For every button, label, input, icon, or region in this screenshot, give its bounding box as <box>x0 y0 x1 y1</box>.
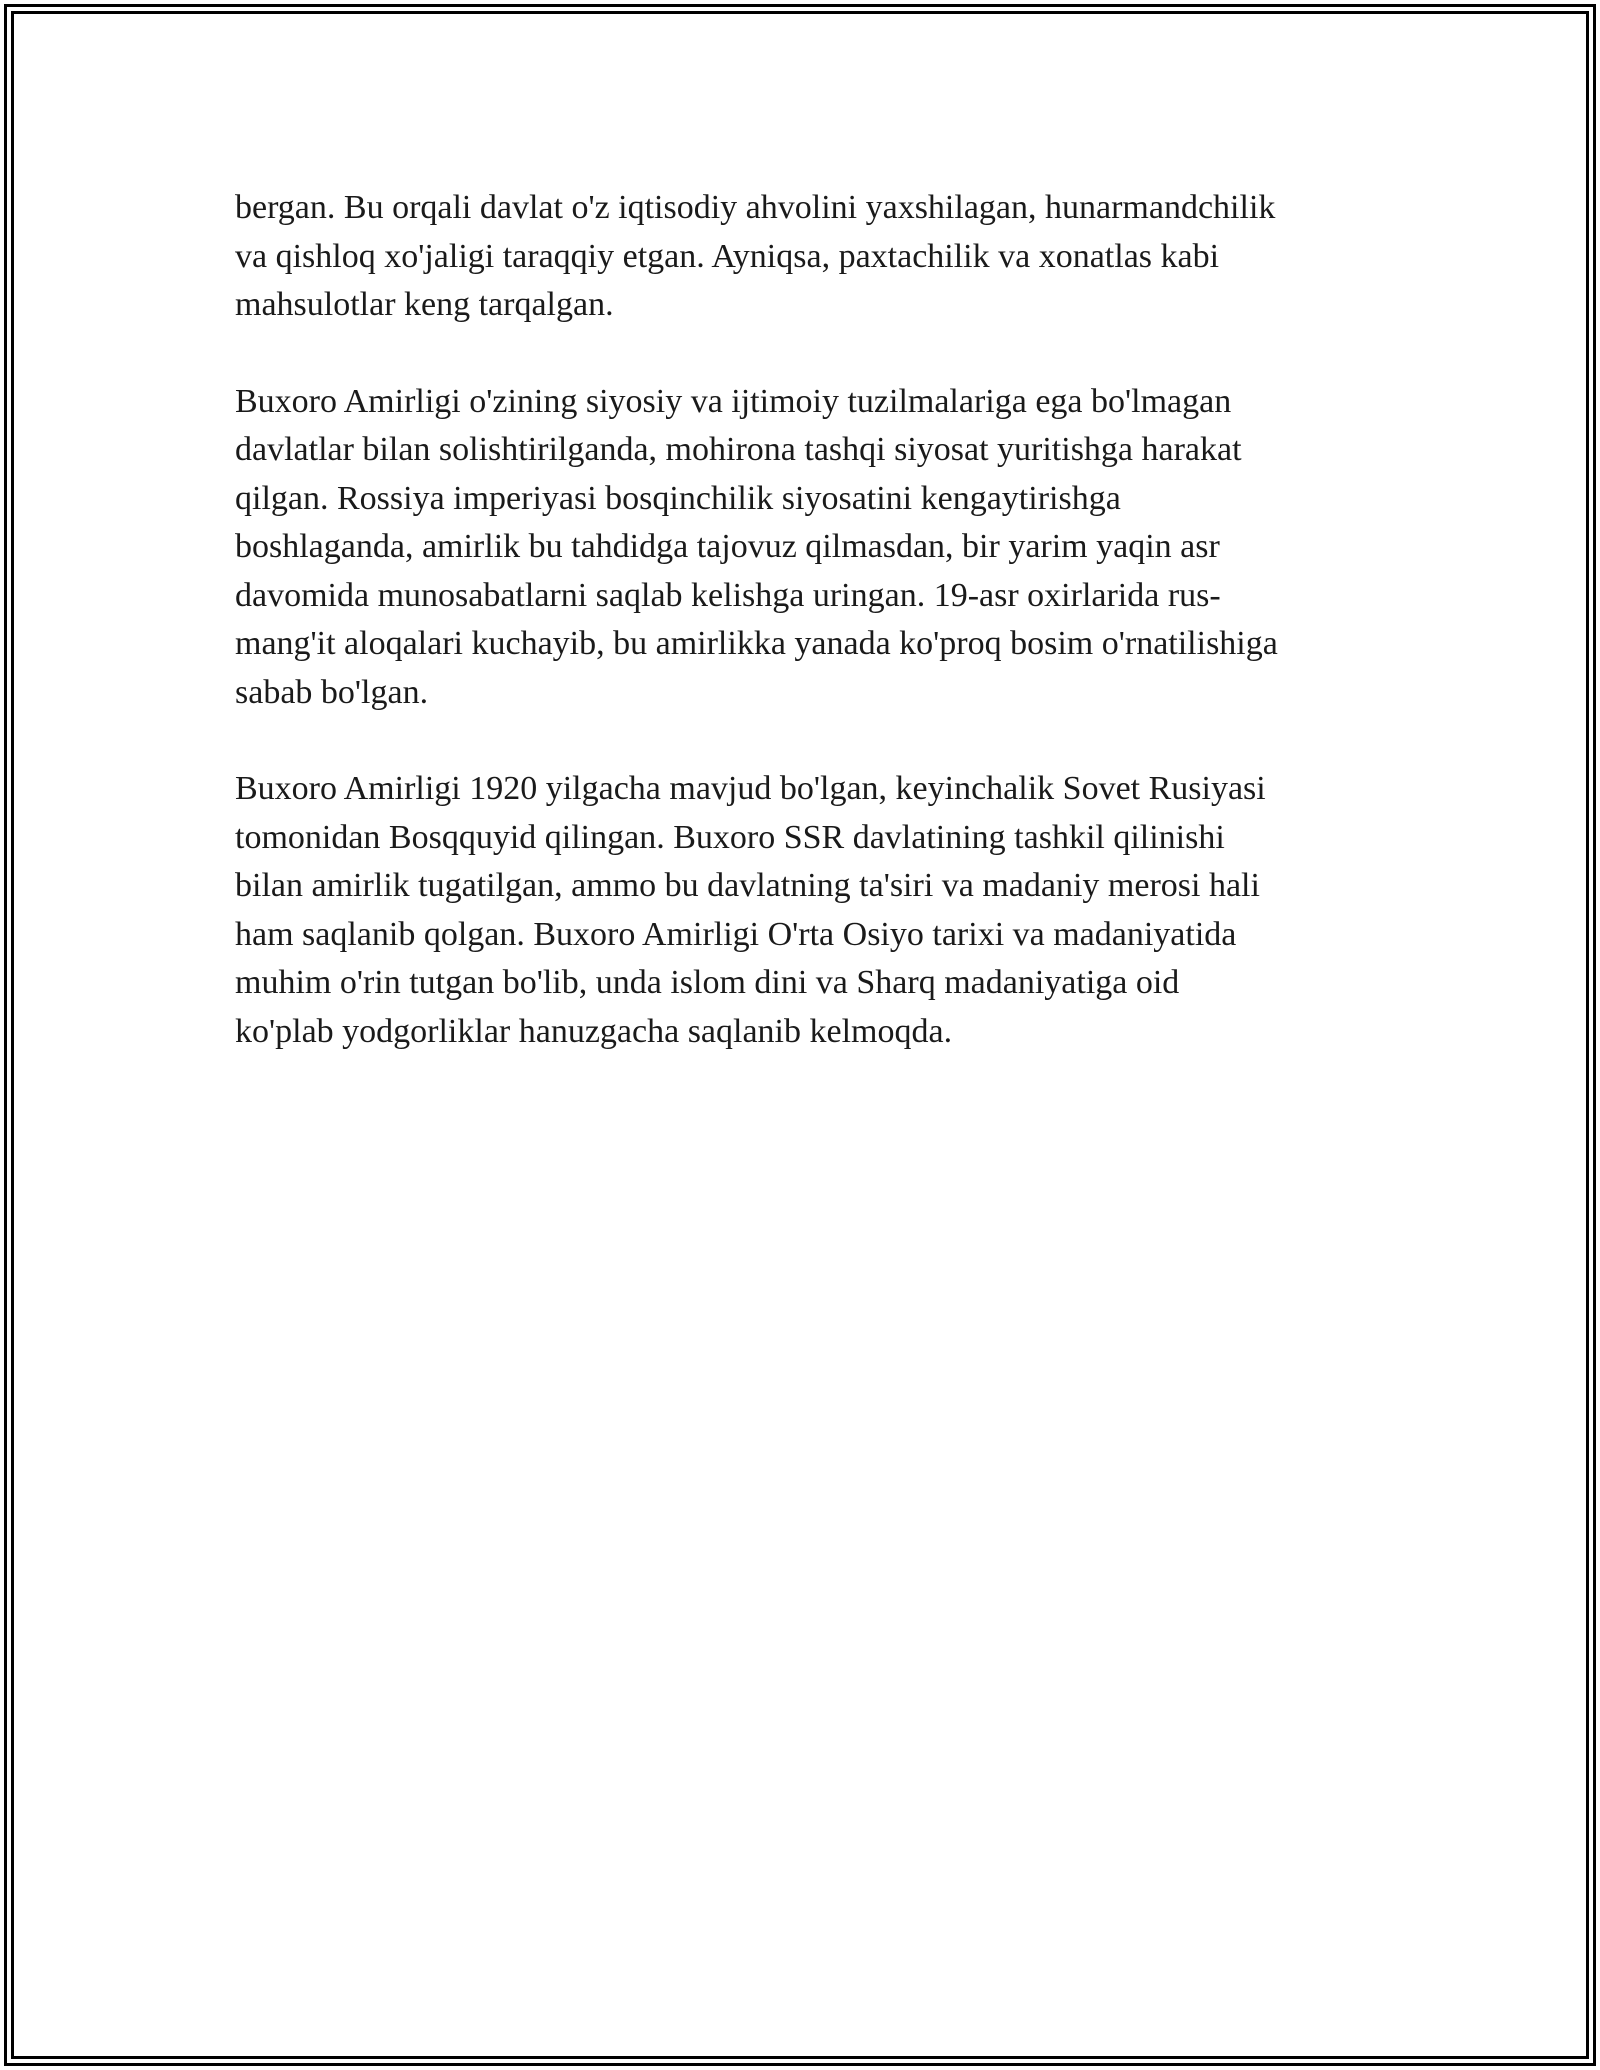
document-body <box>235 184 1365 1104</box>
paragraph-3: Buxoro Amirligi 1920 yilgacha mavjud bo'lgan, keyinchalik Sovet Rusiyasi tomonidan Bosqquyid qilingan. Buxoro SSR davlatining tashkil qilinishi bilan amirlik tugatilgan, ammo bu davlatning ta'siri va madaniy merosi hali ham saqlanib qolgan. Buxoro Amirligi O'rta Osiyo tarixi va madaniyatida muhim o'rin tutgan bo'lib, unda islom dini va Sharq madaniyatiga oid ko'plab yodgorliklar hanuzgacha saqlanib kelmoqda. <box>235 770 1266 1050</box>
paragraph-2: Buxoro Amirligi o'zining siyosiy va ijtimoiy tuzilmalariga ega bo'lmagan davlatlar bilan solishtirilganda, mohirona tashqi siyosat yuritishga harakat qilgan. Rossiya imperiyasi bosqinchilik siyosatini kengaytirishga boshlaganda, amirlik bu tahdidga tajovuz qilmasdan, bir yarim yaqin asr davomida munosabatlarni saqlab kelishga uringan. 19-asr oxirlarida rus- mang'it aloqalari kuchayib, bu amirlikka yanada ko'proq bosim o'rnatilishiga sabab bo'lgan. <box>235 382 1278 711</box>
paragraph-1: bergan. Bu orqali davlat o'z iqtisodiy ahvolini yaxshilagan, hunarmandchilik va qishloq xo'jaligi taraqqiy etgan. Ayniqsa, paxtachilik va xonatlas kabi mahsulotlar keng tarqalgan. <box>235 189 1276 323</box>
